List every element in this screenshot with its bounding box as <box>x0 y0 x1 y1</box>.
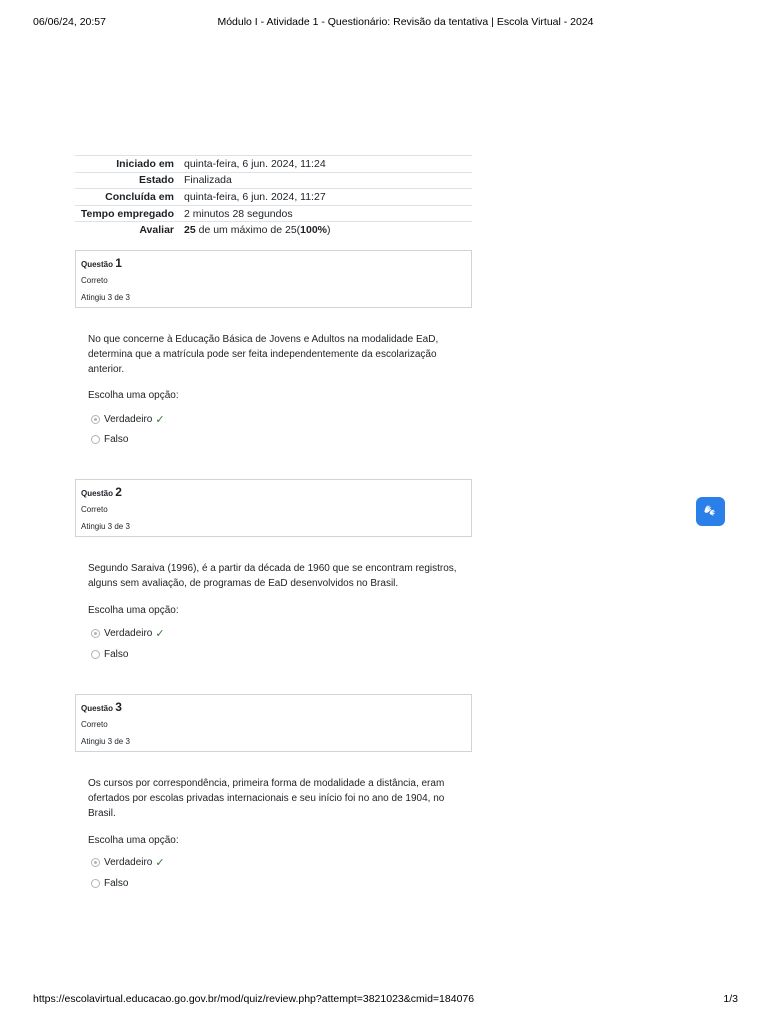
check-icon: ✓ <box>155 413 165 426</box>
question-state: Correto <box>81 720 108 729</box>
summary-grade-value <box>179 222 472 239</box>
question-info-2 <box>75 479 472 537</box>
grade-percent: 100% <box>300 224 328 237</box>
summary-label: Estado <box>75 172 179 189</box>
check-icon: ✓ <box>155 627 165 640</box>
option-label: Verdadeiro <box>104 627 153 639</box>
summary-label: Tempo empregado <box>75 205 179 222</box>
radio-selected[interactable] <box>91 629 100 638</box>
radio-unselected[interactable] <box>91 650 100 659</box>
question-number <box>81 256 466 272</box>
radio-selected[interactable] <box>91 858 100 867</box>
summary-row-completed <box>75 189 472 206</box>
question-text-3: Os cursos por correspondência, primeira forma de modalidade a distância, eram ofertados por escolas privadas internacionais e seu início foi no ano de 1904, no Brasil. <box>88 778 445 819</box>
print-url: https://escolavirtual.educacao.go.gov.br/mod/quiz/review.php?attempt=3821023&cmid=184076 <box>33 993 475 1005</box>
question-info-1 <box>75 250 472 308</box>
option-true-2[interactable] <box>91 626 165 640</box>
question-number-value: 1 <box>115 256 122 270</box>
radio-unselected[interactable] <box>91 879 100 888</box>
question-grade: Atingiu 3 de 3 <box>81 522 130 531</box>
option-label: Falso <box>104 877 129 889</box>
question-text-1: No que concerne à Educação Básica de Jovens e Adultos na modalidade EaD, determina que a matrícula pode ser feita independentemente da escolarização anterior. <box>88 334 439 375</box>
print-datetime: 06/06/24, 20:57 <box>33 16 106 28</box>
question-number <box>81 700 466 716</box>
question-label: Questão <box>81 260 114 269</box>
summary-row-started <box>75 156 472 173</box>
radio-unselected[interactable] <box>91 435 100 444</box>
grade-text: de um máximo de 25( <box>195 224 301 237</box>
print-header <box>33 16 738 30</box>
print-page-number: 1/3 <box>723 993 738 1005</box>
question-grade: Atingiu 3 de 3 <box>81 293 130 302</box>
print-footer <box>33 993 738 1007</box>
summary-value: 2 minutos 28 segundos <box>179 205 472 222</box>
grade-score: 25 <box>184 224 196 237</box>
summary-label: Avaliar <box>75 222 179 239</box>
question-label: Questão <box>81 704 114 713</box>
radio-selected[interactable] <box>91 415 100 424</box>
summary-label: Concluída em <box>75 189 179 206</box>
summary-row-grade <box>75 222 472 239</box>
summary-label: Iniciado em <box>75 156 179 173</box>
question-state: Correto <box>81 505 108 514</box>
question-state: Correto <box>81 276 108 285</box>
question-number-value: 2 <box>115 485 122 499</box>
option-true-1[interactable] <box>91 412 165 426</box>
hands-glyph <box>702 503 719 520</box>
option-label: Verdadeiro <box>104 413 153 425</box>
question-prompt-2: Escolha uma opção: <box>88 605 179 616</box>
question-number-value: 3 <box>115 700 122 714</box>
question-label: Questão <box>81 489 114 498</box>
grade-text-end: ) <box>327 224 331 237</box>
summary-row-time-taken <box>75 205 472 222</box>
question-number <box>81 485 466 501</box>
question-prompt-1: Escolha uma opção: <box>88 390 179 401</box>
option-label: Falso <box>104 433 129 445</box>
summary-value: quinta-feira, 6 jun. 2024, 11:24 <box>179 156 472 173</box>
question-grade: Atingiu 3 de 3 <box>81 737 130 746</box>
attempt-summary-table <box>75 155 472 238</box>
question-prompt-3: Escolha uma opção: <box>88 835 179 846</box>
option-false-3[interactable] <box>91 876 128 890</box>
option-false-2[interactable] <box>91 647 128 661</box>
summary-value: Finalizada <box>179 172 472 189</box>
summary-value: quinta-feira, 6 jun. 2024, 11:27 <box>179 189 472 206</box>
option-true-3[interactable] <box>91 855 165 869</box>
summary-row-state <box>75 172 472 189</box>
option-label: Verdadeiro <box>104 856 153 868</box>
question-info-3 <box>75 694 472 752</box>
question-text-2: Segundo Saraiva (1996), é a partir da década de 1960 que se encontram registros, alguns sem avaliação, de programas de EaD desenvolvidos no Brasil. <box>88 563 457 589</box>
option-false-1[interactable] <box>91 432 128 446</box>
print-page-title: Módulo I - Atividade 1 - Questionário: Revisão da tentativa | Escola Virtual - 2024 <box>217 16 594 28</box>
option-label: Falso <box>104 648 129 660</box>
check-icon: ✓ <box>155 856 165 869</box>
sign-language-hands-icon[interactable] <box>696 497 725 526</box>
